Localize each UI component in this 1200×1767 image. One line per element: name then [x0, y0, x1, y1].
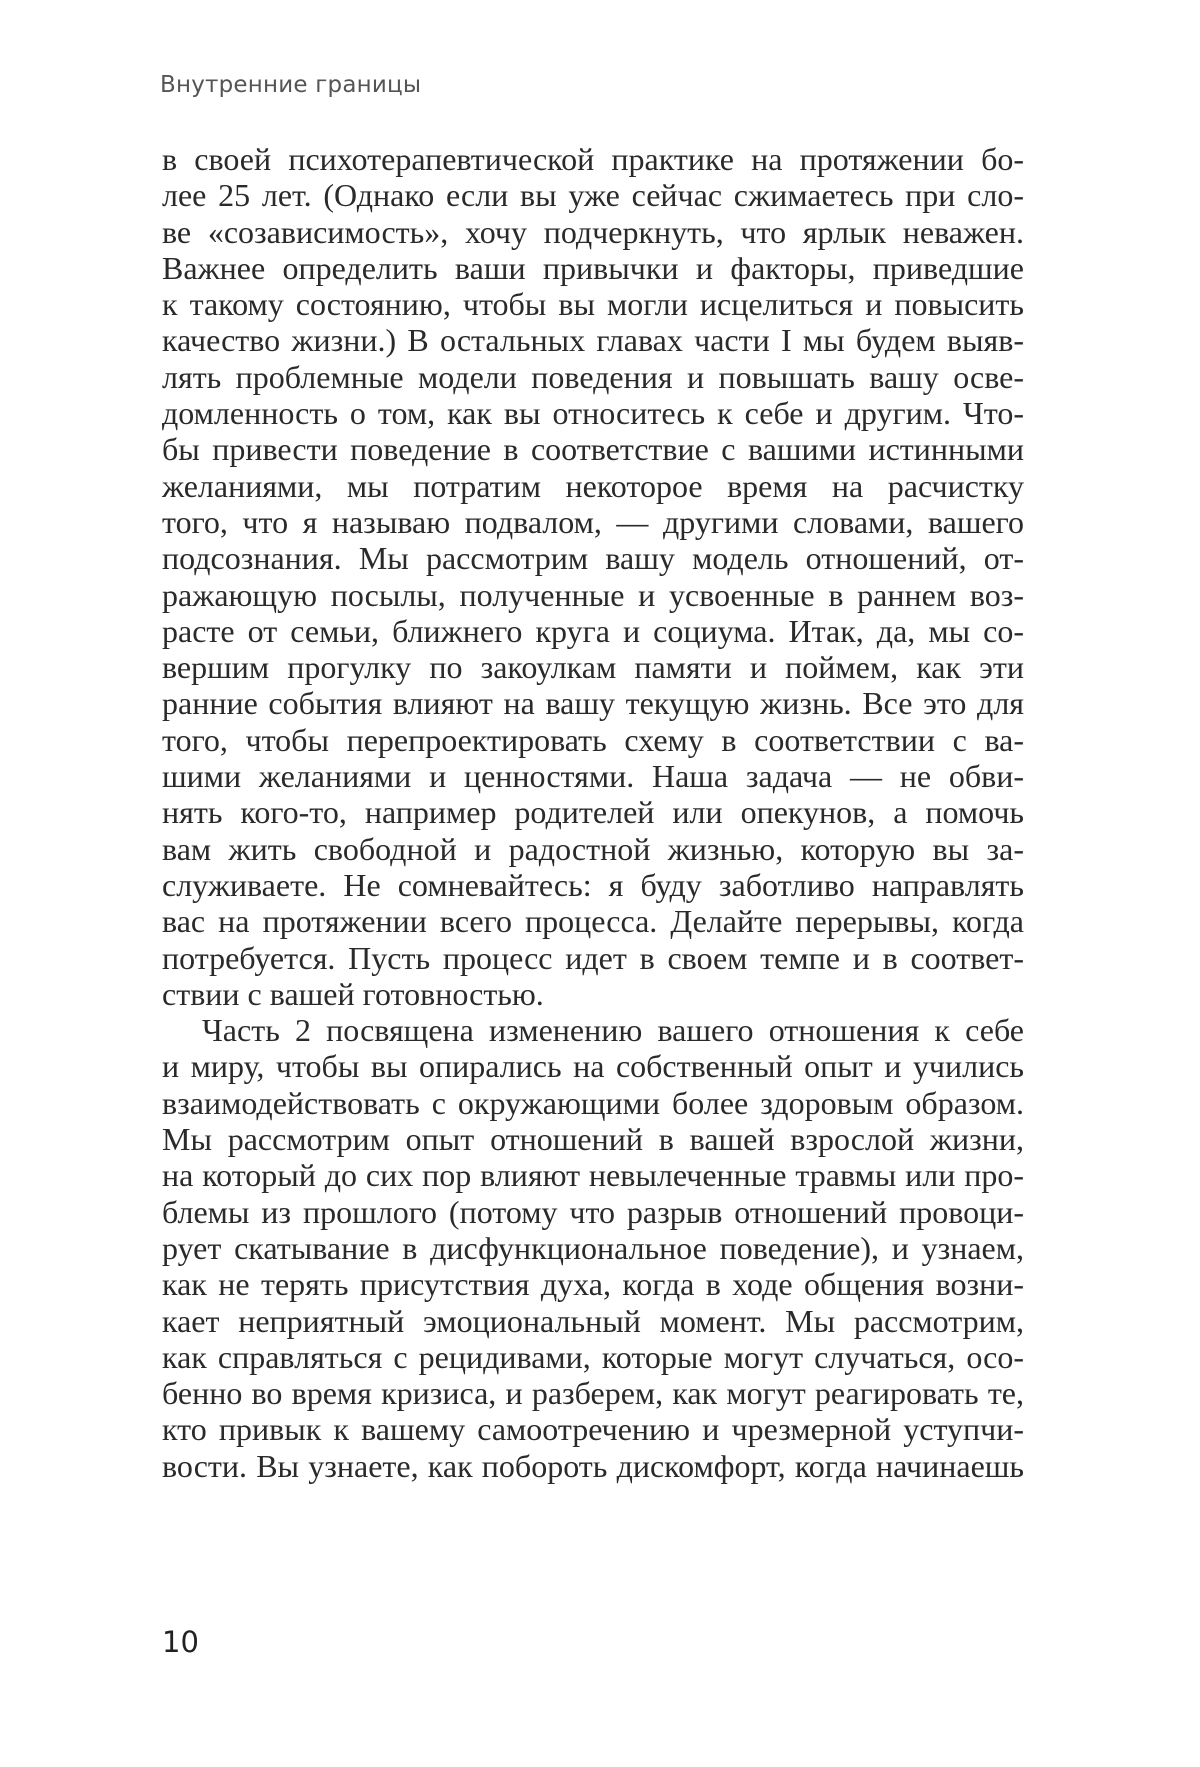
- text-line: Важнее определить ваши привычки и факторы, приведшие: [162, 249, 1024, 286]
- text-line: к такому состоянию, чтобы вы могли исцелиться и повысить: [162, 286, 1024, 323]
- text-line: вости. Вы узнаете, как побороть дискомфорт, когда начинаешь: [162, 1447, 1024, 1484]
- running-header: Внутренние границы: [160, 72, 422, 98]
- text-line: лее 25 лет. (Однако если вы уже сейчас сжимаетесь при сло-: [162, 177, 1024, 214]
- body-text: [162, 141, 1024, 1484]
- text-line: Часть 2 посвящена изменению вашего отношения к себе: [202, 1012, 1024, 1049]
- text-line: подсознания. Мы рассмотрим вашу модель отношений, от-: [162, 540, 1024, 577]
- page-number: 10: [162, 1625, 199, 1659]
- text-line: качество жизни.) В остальных главах части I мы будем выяв-: [162, 322, 1024, 359]
- text-line: того, чтобы перепроектировать схему в соответствии с ва-: [162, 721, 1024, 758]
- text-line: того, что я называю подвалом, — другими словами, вашего: [162, 503, 1024, 540]
- text-line: вас на протяжении всего процесса. Делайте перерывы, когда: [162, 903, 1024, 940]
- text-line: бенно во время кризиса, и разберем, как могут реагировать те,: [162, 1375, 1024, 1412]
- text-line: кает неприятный эмоциональный момент. Мы рассмотрим,: [162, 1302, 1024, 1339]
- text-line: взаимодействовать с окружающими более здоровым образом.: [162, 1084, 1024, 1121]
- text-line: домленность о том, как вы относитесь к себе и другим. Что-: [162, 395, 1024, 432]
- text-line: в своей психотерапевтической практике на протяжении бо-: [162, 141, 1024, 177]
- text-line: и миру, чтобы вы опирались на собственный опыт и учились: [162, 1048, 1024, 1085]
- text-line: блемы из прошлого (потому что разрыв отношений провоци-: [162, 1193, 1024, 1230]
- text-line: служиваете. Не сомневайтесь: я буду заботливо направлять: [162, 866, 1024, 903]
- text-line: как не терять присутствия духа, когда в ходе общения возни-: [162, 1266, 1024, 1303]
- text-line: ранние события влияют на вашу текущую жизнь. Все это для: [162, 685, 1024, 722]
- text-line: ражающую посылы, полученные и усвоенные в раннем воз-: [162, 576, 1024, 613]
- text-line: рует скатывание в дисфункциональное поведение), и узнаем,: [162, 1229, 1024, 1266]
- text-line: ве «созависимость», хочу подчеркнуть, что ярлык неважен.: [162, 213, 1024, 250]
- text-line: на который до сих пор влияют невылеченные травмы или про-: [162, 1157, 1024, 1194]
- text-line: лять проблемные модели поведения и повышать вашу осве-: [162, 358, 1024, 395]
- text-line: бы привести поведение в соответствие с вашими истинными: [162, 431, 1024, 468]
- text-line: шими желаниями и ценностями. Наша задача — не обви-: [162, 758, 1024, 795]
- paragraph-2: [162, 1012, 1024, 1484]
- text-line: ствии с вашей готовностью.: [162, 975, 544, 1012]
- text-line: кто привык к вашему самоотречению и чрезмерной уступчи-: [162, 1411, 1024, 1448]
- text-line: желаниями, мы потратим некоторое время на расчистку: [162, 467, 1024, 504]
- text-line: вершим прогулку по закоулкам памяти и поймем, как эти: [162, 649, 1024, 686]
- text-line: нять кого-то, например родителей или опекунов, а помочь: [162, 794, 1024, 831]
- text-line: расте от семьи, ближнего круга и социума. Итак, да, мы со-: [162, 612, 1024, 649]
- text-line: Мы рассмотрим опыт отношений в вашей взрослой жизни,: [162, 1121, 1024, 1158]
- text-line: как справляться с рецидивами, которые могут случаться, осо-: [162, 1338, 1024, 1375]
- text-line: потребуется. Пусть процесс идет в своем темпе и в соответ-: [162, 939, 1024, 976]
- paragraph-1: [162, 141, 1024, 1012]
- text-line: вам жить свободной и радостной жизнью, которую вы за-: [162, 830, 1024, 867]
